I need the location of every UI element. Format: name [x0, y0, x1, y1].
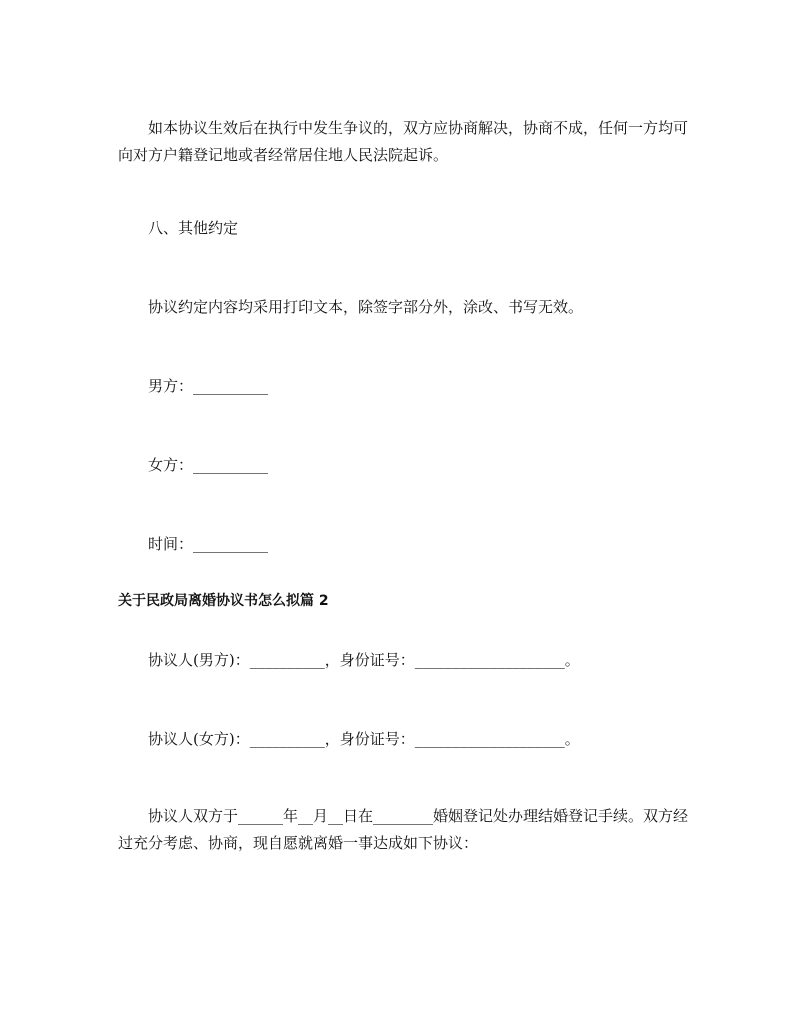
signature-line-wife: 女方：__________ — [148, 456, 269, 474]
party-line-husband: 协议人(男方)：__________，身份证号：____________________。 — [148, 651, 580, 669]
paragraph-dispute-resolution: 如本协议生效后在执行中发生争议的，双方应协商解决，协商不成，任何一方均可向对方户籍登记地或者经常居住地人民法院起诉。 — [118, 119, 689, 164]
signature-line-date: 时间：__________ — [148, 535, 269, 553]
section-title: 关于民政局离婚协议书怎么拟篇 2 — [118, 593, 329, 609]
paragraph-other-agreements-heading: 八、其他约定 — [148, 219, 239, 237]
party-line-wife: 协议人(女方)：__________，身份证号：____________________。 — [148, 730, 580, 748]
paragraph-marriage-registration: 协议人双方于______年__月__日在________婚姻登记处办理结婚登记手续。双方经过充分考虑、协商，现自愿就离婚一事达成如下协议： — [118, 807, 689, 852]
paragraph-print-text-clause: 协议约定内容均采用打印文本，除签字部分外，涂改、书写无效。 — [148, 298, 584, 316]
signature-line-husband: 男方：__________ — [148, 377, 269, 395]
